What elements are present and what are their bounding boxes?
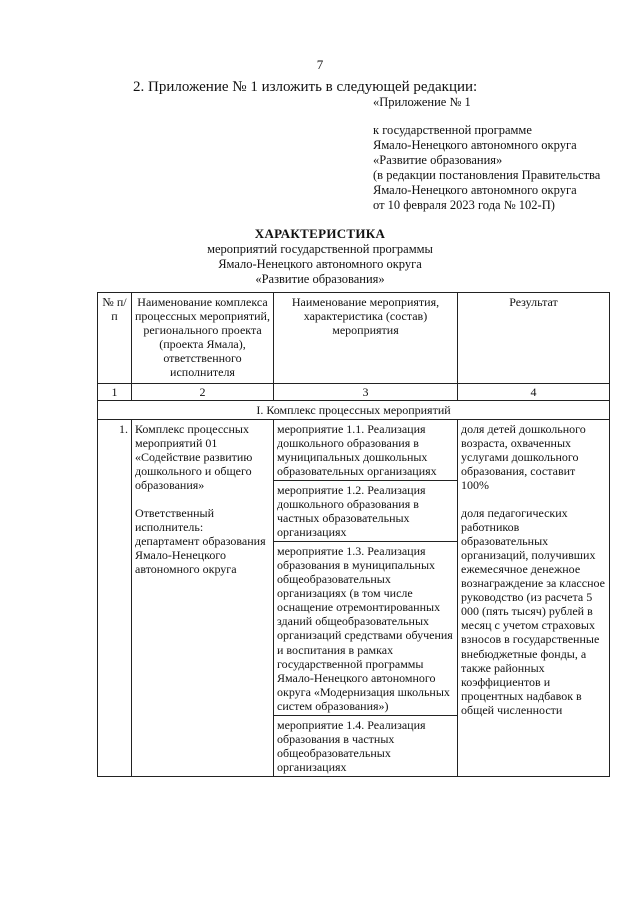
- result-text: доля детей дошкольного возраста, охваченных услугами дошкольного образования, составит 100%: [461, 422, 586, 493]
- event-cell: мероприятие 1.1. Реализация дошкольного образования в муниципальных дошкольных образовательных организациях: [274, 420, 458, 481]
- header-result: Результат: [458, 293, 610, 384]
- event-cell: мероприятие 1.2. Реализация дошкольного образования в частных образовательных организациях: [274, 481, 458, 542]
- responsible-executor: Ответственный исполнитель: департамент образования Ямало-Ненецкого автономного округа: [135, 506, 266, 577]
- document-heading: [0, 226, 640, 287]
- appendix-reference-line: Ямало-Ненецкого автономного округа: [373, 183, 577, 197]
- column-number: 1: [98, 384, 132, 401]
- event-cell: мероприятие 1.4. Реализация образования в частных общеобразовательных организациях: [274, 715, 458, 776]
- heading-subtitle-line: «Развитие образования»: [255, 271, 385, 286]
- complex-name: Комплекс процессных мероприятий 01 «Содействие развитию дошкольного и общего образования»: [135, 422, 253, 493]
- heading-subtitle-line: Ямало-Ненецкого автономного округа: [218, 256, 422, 271]
- heading-title: ХАРАКТЕРИСТИКА: [254, 226, 386, 241]
- appendix-reference-line: от 10 февраля 2023 года № 102-П): [373, 198, 555, 212]
- table-header-row: [98, 293, 610, 384]
- characteristics-table: [97, 292, 610, 777]
- appendix-reference-line: «Развитие образования»: [373, 153, 503, 167]
- row-number: 1.: [98, 420, 132, 777]
- page-number: 7: [316, 57, 324, 72]
- section-row: [98, 401, 610, 420]
- header-name: Наименование комплекса процессных мероприятий, регионального проекта (проекта Ямала), ответственного исполнителя: [132, 293, 274, 384]
- header-num: № п/п: [98, 293, 132, 384]
- heading-subtitle-line: мероприятий государственной программы: [207, 241, 433, 256]
- header-event: Наименование мероприятия, характеристика (состав) мероприятия: [274, 293, 458, 384]
- column-number: 2: [132, 384, 274, 401]
- complex-name-cell: [132, 420, 274, 777]
- column-number: 3: [274, 384, 458, 401]
- section-title: I. Комплекс процессных мероприятий: [98, 401, 610, 420]
- table-row: [98, 420, 610, 481]
- event-cell: мероприятие 1.3. Реализация образования в муниципальных общеобразовательных организациях (в том числе оснащение отремонтированных зданий общеобразовательных организаций средствами обучения и воспитания в рамках государственной программы Ямало-Ненецкого автономного округа «Модернизация школьных систем образования»): [274, 542, 458, 715]
- appendix-reference-line: (в редакции постановления Правительства: [373, 168, 601, 182]
- appendix-reference-line: Ямало-Ненецкого автономного округа: [373, 138, 577, 152]
- appendix-reference-line: к государственной программе: [373, 123, 532, 137]
- appendix-title: «Приложение № 1: [373, 95, 471, 109]
- amendment-line: 2. Приложение № 1 изложить в следующей редакции:: [133, 79, 478, 95]
- column-number: 4: [458, 384, 610, 401]
- result-text: доля педагогических работников образовательных организаций, получивших ежемесячное денежное вознаграждение за классное руководство (из расчета 5 000 (пять тысяч) рублей в месяц с учетом страховых взносов в государственные внебюджетные фонды, а также районных коэффициентов и процентных надбавок в общей численности: [461, 506, 605, 717]
- result-cell: [458, 420, 610, 777]
- column-number-row: [98, 384, 610, 401]
- appendix-reference: [373, 123, 600, 213]
